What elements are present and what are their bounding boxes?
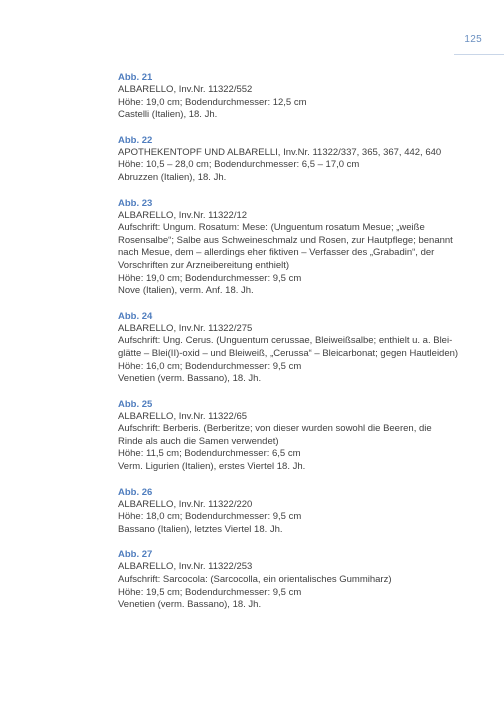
caption-heading: Abb. 21 (118, 72, 153, 83)
caption-line: Bassano (Italien), letztes Viertel 18. Jh. (118, 523, 283, 535)
caption-line: nach Mesue, dem – allerdings eher fiktiven – Verfasser des „Grabadin“, der (118, 247, 435, 259)
caption-line: Höhe: 10,5 – 28,0 cm; Bodendurchmesser: 6,5 – 17,0 cm (118, 159, 360, 171)
caption-line: Höhe: 19,5 cm; Bodendurchmesser: 9,5 cm (118, 586, 302, 598)
caption-entry-abb-27 (118, 549, 463, 611)
caption-heading: Abb. 23 (118, 197, 153, 209)
caption-entry-abb-22 (118, 135, 463, 185)
caption-line: Nove (Italien), verm. Anf. 18. Jh. (118, 285, 254, 297)
caption-list (118, 72, 463, 625)
caption-line: ALBARELLO, Inv.Nr. 11322/253 (118, 561, 253, 573)
caption-line: ALBARELLO, Inv.Nr. 11322/220 (118, 498, 253, 510)
caption-entry-abb-23 (118, 198, 463, 298)
caption-entry-abb-25 (118, 399, 463, 474)
page-number: 125 (464, 34, 482, 45)
caption-line: Aufschrift: Berberis. (Berberitze; von dieser wurden sowohl die Beeren, die (118, 423, 432, 435)
caption-line: Aufschrift: Ung. Cerus. (Unguentum cerussae, Bleiweißsalbe; enthielt u. a. Blei- (118, 335, 453, 347)
caption-heading: Abb. 25 (118, 398, 153, 410)
caption-heading: Abb. 22 (118, 134, 153, 146)
caption-line: Venetien (verm. Bassano), 18. Jh. (118, 373, 262, 385)
caption-line: Venetien (verm. Bassano), 18. Jh. (118, 599, 262, 611)
caption-heading: Abb. 27 (118, 549, 153, 561)
caption-line: Höhe: 18,0 cm; Bodendurchmesser: 9,5 cm (118, 511, 302, 523)
caption-line: ALBARELLO, Inv.Nr. 11322/65 (118, 410, 248, 422)
caption-heading: Abb. 24 (118, 310, 153, 322)
caption-line: Rosensalbe“; Salbe aus Schweineschmalz und Rosen, zur Hautpflege; benannt (118, 234, 453, 246)
caption-line: Castelli (Italien), 18. Jh. (118, 109, 218, 121)
caption-line: APOTHEKENTOPF UND ALBARELLI, Inv.Nr. 11322/337, 365, 367, 442, 640 (118, 146, 442, 158)
caption-line: ALBARELLO, Inv.Nr. 11322/12 (118, 209, 248, 221)
caption-line: ALBARELLO, Inv.Nr. 11322/275 (118, 322, 253, 334)
caption-line: Vorschriften zur Arzneibereitung enthielt) (118, 259, 290, 271)
caption-entry-abb-21 (118, 72, 463, 122)
caption-line: Verm. Ligurien (Italien), erstes Viertel 18. Jh. (118, 461, 306, 473)
caption-line: Höhe: 11,5 cm; Bodendurchmesser: 6,5 cm (118, 448, 301, 460)
caption-line: Höhe: 19,0 cm; Bodendurchmesser: 12,5 cm (118, 96, 307, 108)
caption-line: Höhe: 16,0 cm; Bodendurchmesser: 9,5 cm (118, 360, 302, 372)
caption-line: Höhe: 19,0 cm; Bodendurchmesser: 9,5 cm (118, 272, 302, 284)
caption-line: Aufschrift: Sarcocola: (Sarcocolla, ein orientalisches Gummiharz) (118, 574, 392, 586)
caption-line: Rinde als auch die Samen verwendet) (118, 435, 279, 447)
page-number-rule (454, 54, 504, 55)
caption-heading: Abb. 26 (118, 486, 153, 498)
caption-entry-abb-24 (118, 311, 463, 386)
caption-line: ALBARELLO, Inv.Nr. 11322/552 (118, 84, 253, 95)
caption-line: Abruzzen (Italien), 18. Jh. (118, 171, 227, 183)
caption-line: glätte – Blei(II)-oxid – und Bleiweiß, „Cerussa“ – Bleicarbonat; gegen Hautleiden) (118, 347, 459, 359)
caption-line: Aufschrift: Ungum. Rosatum: Mese: (Unguentum rosatum Mesue; „weiße (118, 222, 425, 234)
caption-entry-abb-26 (118, 487, 463, 537)
